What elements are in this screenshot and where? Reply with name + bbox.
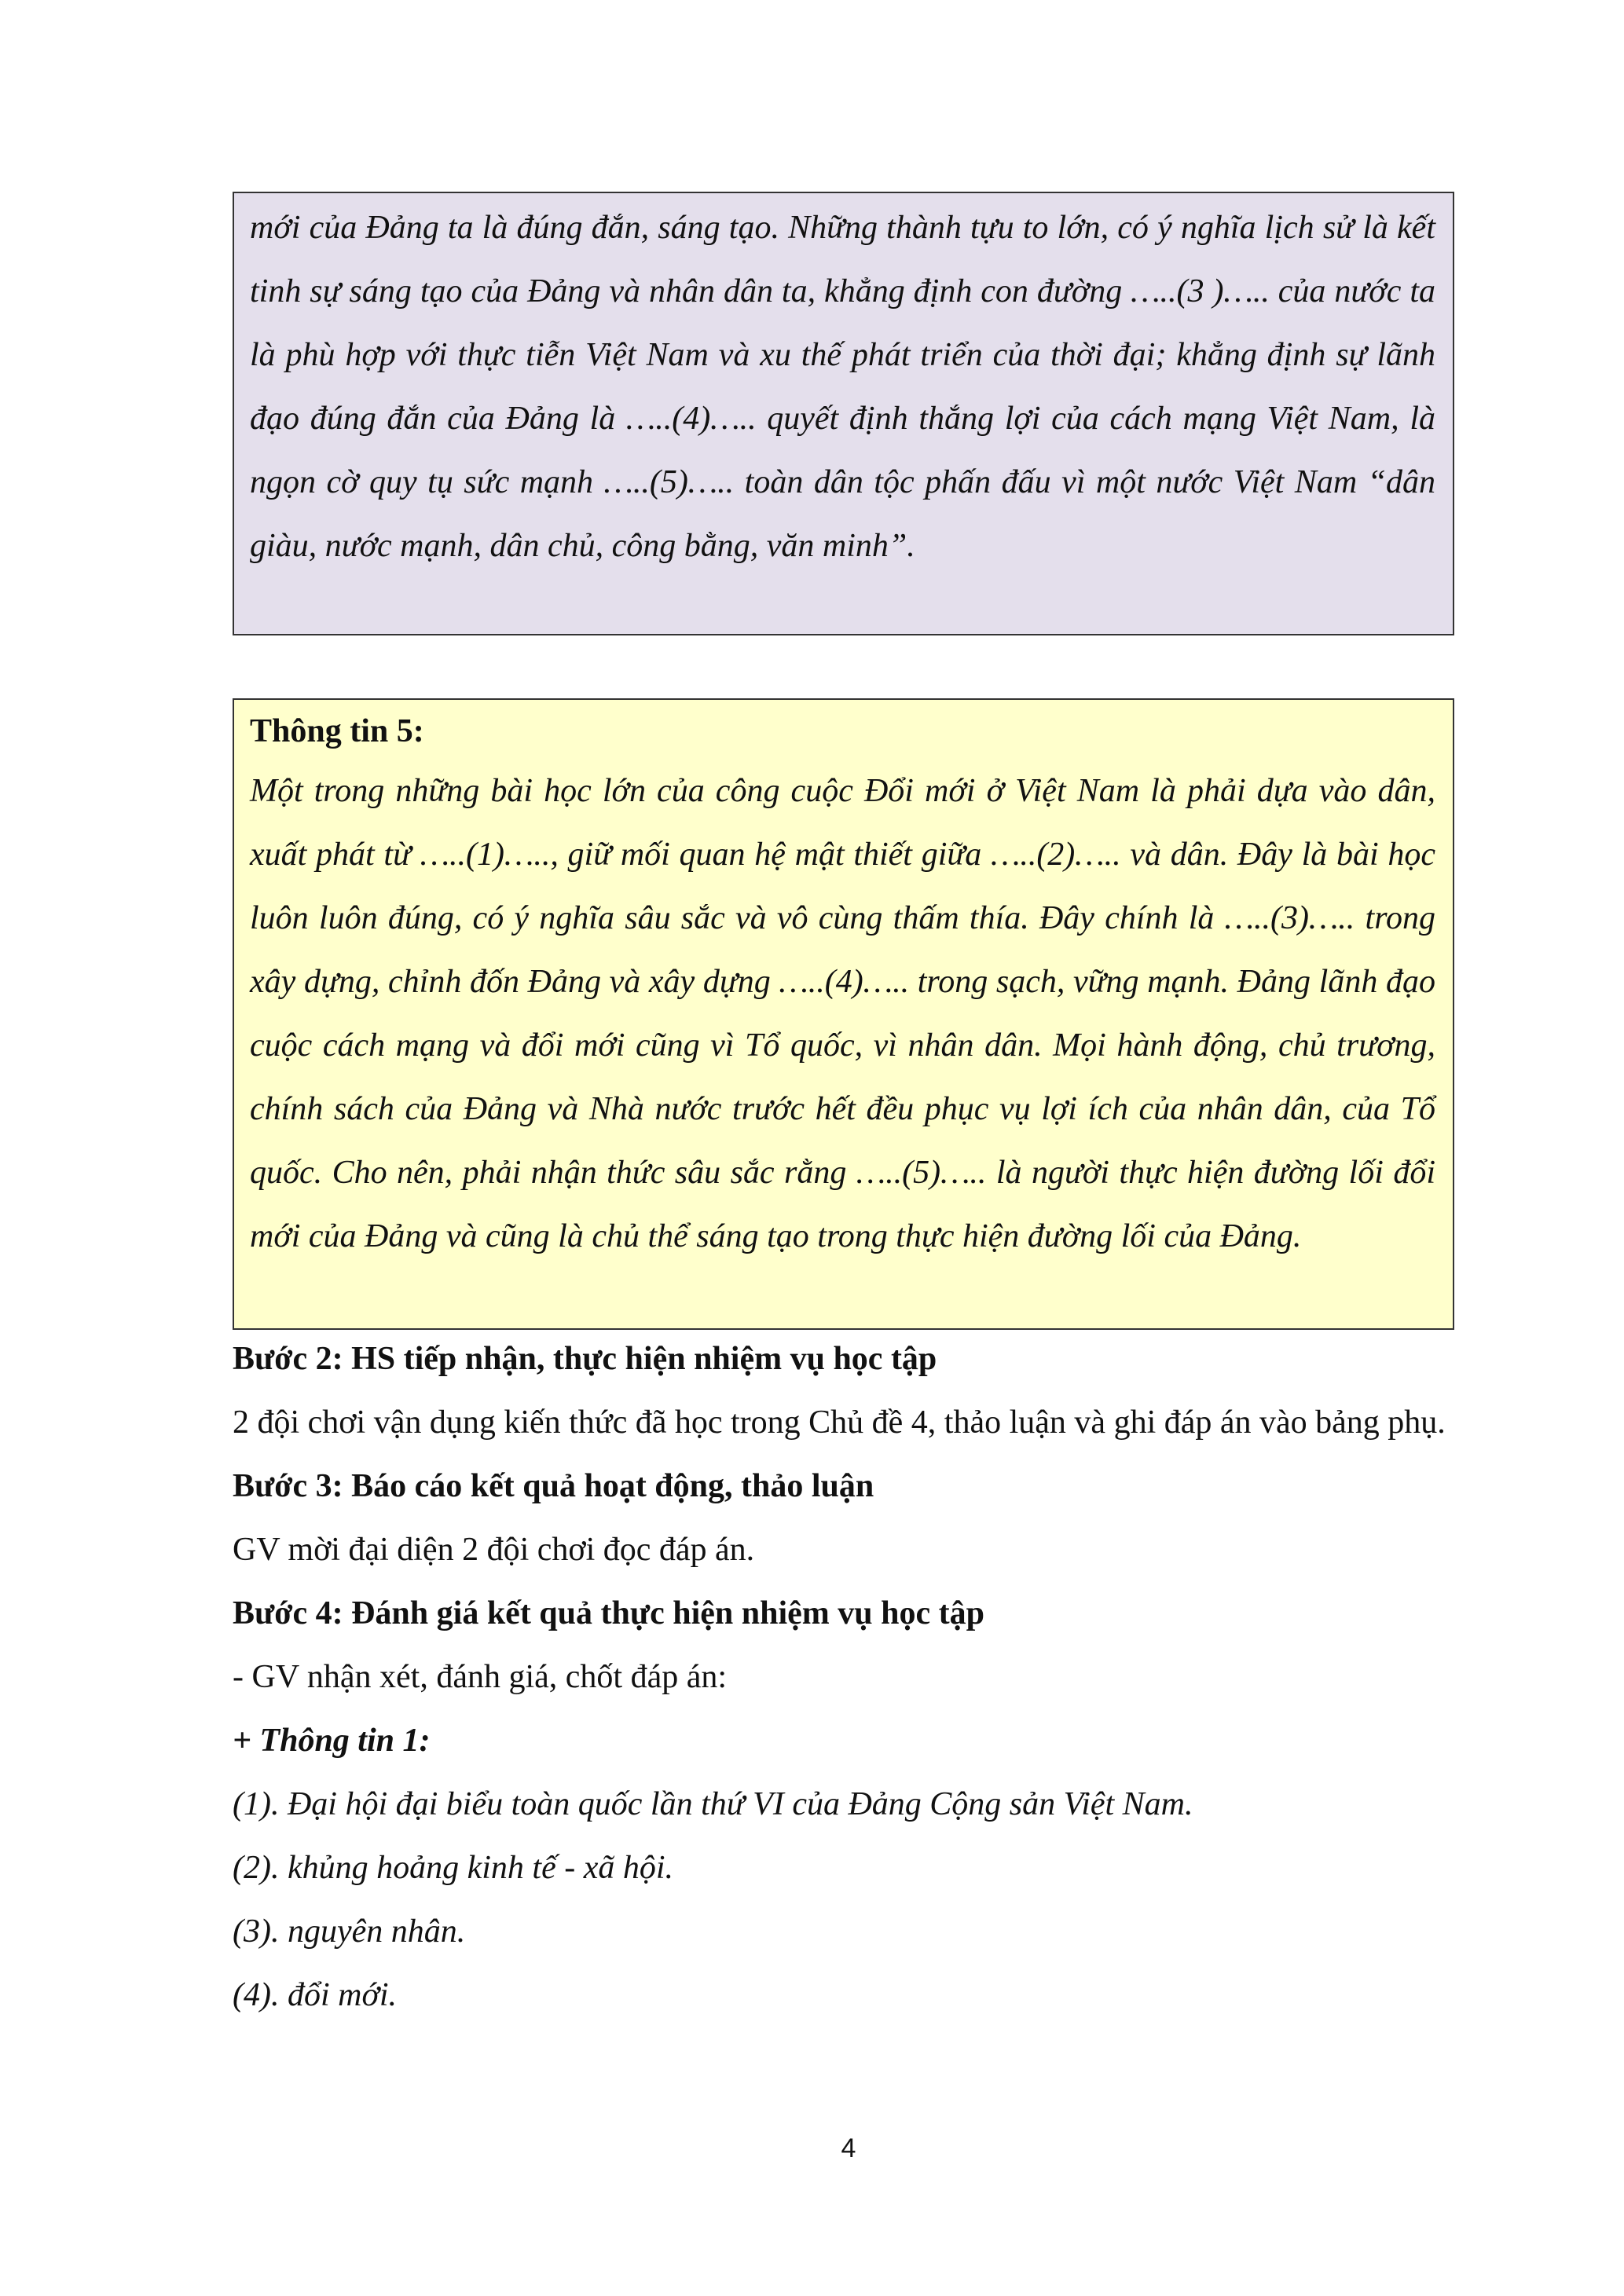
answer-item-2: (2). khủng hoảng kinh tế - xã hội. [233, 1850, 674, 1886]
page-number: 4 [841, 2133, 856, 2163]
step-3-text: GV mời đại diện 2 đội chơi đọc đáp án. [233, 1532, 755, 1568]
step-2-heading: Bước 2: HS tiếp nhận, thực hiện nhiệm vụ học tập [233, 1341, 937, 1377]
answer-item-1: (1). Đại hội đại biểu toàn quốc lần thứ VI của Đảng Cộng sản Việt Nam. [233, 1786, 1193, 1822]
answer-item-3: (3). nguyên nhân. [233, 1913, 466, 1950]
info-box-5 [233, 698, 1454, 1330]
answer-item-4: (4). đổi mới. [233, 1977, 398, 2013]
body-text [233, 1327, 1454, 2027]
info-box-continuation-text: mới của Đảng ta là đúng đắn, sáng tạo. Những thành tựu to lớn, có ý nghĩa lịch sử là kết tinh sự sáng tạo của Đảng và nhân dân ta, khẳng định con đường …..(3 )….. của nước ta là phù hợp với thực tiễn Việt Nam và xu thế phát triển của thời đại; khẳng định sự lãnh đạo đúng đắn của Đảng là …..(4)….. quyết định thắng lợi của cách mạng Việt Nam, là ngọn cờ quy tụ sức mạnh …..(5)….. toàn dân tộc phấn đấu vì một nước Việt Nam “dân giàu, nước mạnh, dân chủ, công bằng, văn minh”. [250, 210, 1435, 564]
info-box-5-text: Một trong những bài học lớn của công cuộc Đổi mới ở Việt Nam là phải dựa vào dân, xuất phát từ …..(1)….., giữ mối quan hệ mật thiết giữa …..(2)….. và dân. Đây là bài học luôn luôn đúng, có ý nghĩa sâu sắc và vô cùng thấm thía. Đây chính là …..(3)….. trong xây dựng, chỉnh đốn Đảng và xây dựng …..(4)….. trong sạch, vững mạnh. Đảng lãnh đạo cuộc cách mạng và đổi mới cũng vì Tổ quốc, vì nhân dân. Mọi hành động, chủ trương, chính sách của Đảng và Nhà nước trước hết đều phục vụ lợi ích của nhân dân, của Tổ quốc. Cho nên, phải nhận thức sâu sắc rằng …..(5)….. là người thực hiện đường lối đổi mới của Đảng và cũng là chủ thể sáng tạo trong thực hiện đường lối của Đảng. [250, 773, 1435, 1254]
step-3-heading: Bước 3: Báo cáo kết quả hoạt động, thảo luận [233, 1468, 874, 1504]
step-4-heading: Bước 4: Đánh giá kết quả thực hiện nhiệm vụ học tập [233, 1595, 984, 1631]
step-4-text: - GV nhận xét, đánh giá, chốt đáp án: [233, 1659, 728, 1695]
step-2-text: 2 đội chơi vận dụng kiến thức đã học trong Chủ đề 4, thảo luận và ghi đáp án vào bảng phụ. [233, 1404, 1446, 1441]
info-box-5-heading: Thông tin 5: [250, 713, 424, 749]
info-box-continuation [233, 192, 1454, 635]
answers-heading: + Thông tin 1: [233, 1723, 431, 1759]
